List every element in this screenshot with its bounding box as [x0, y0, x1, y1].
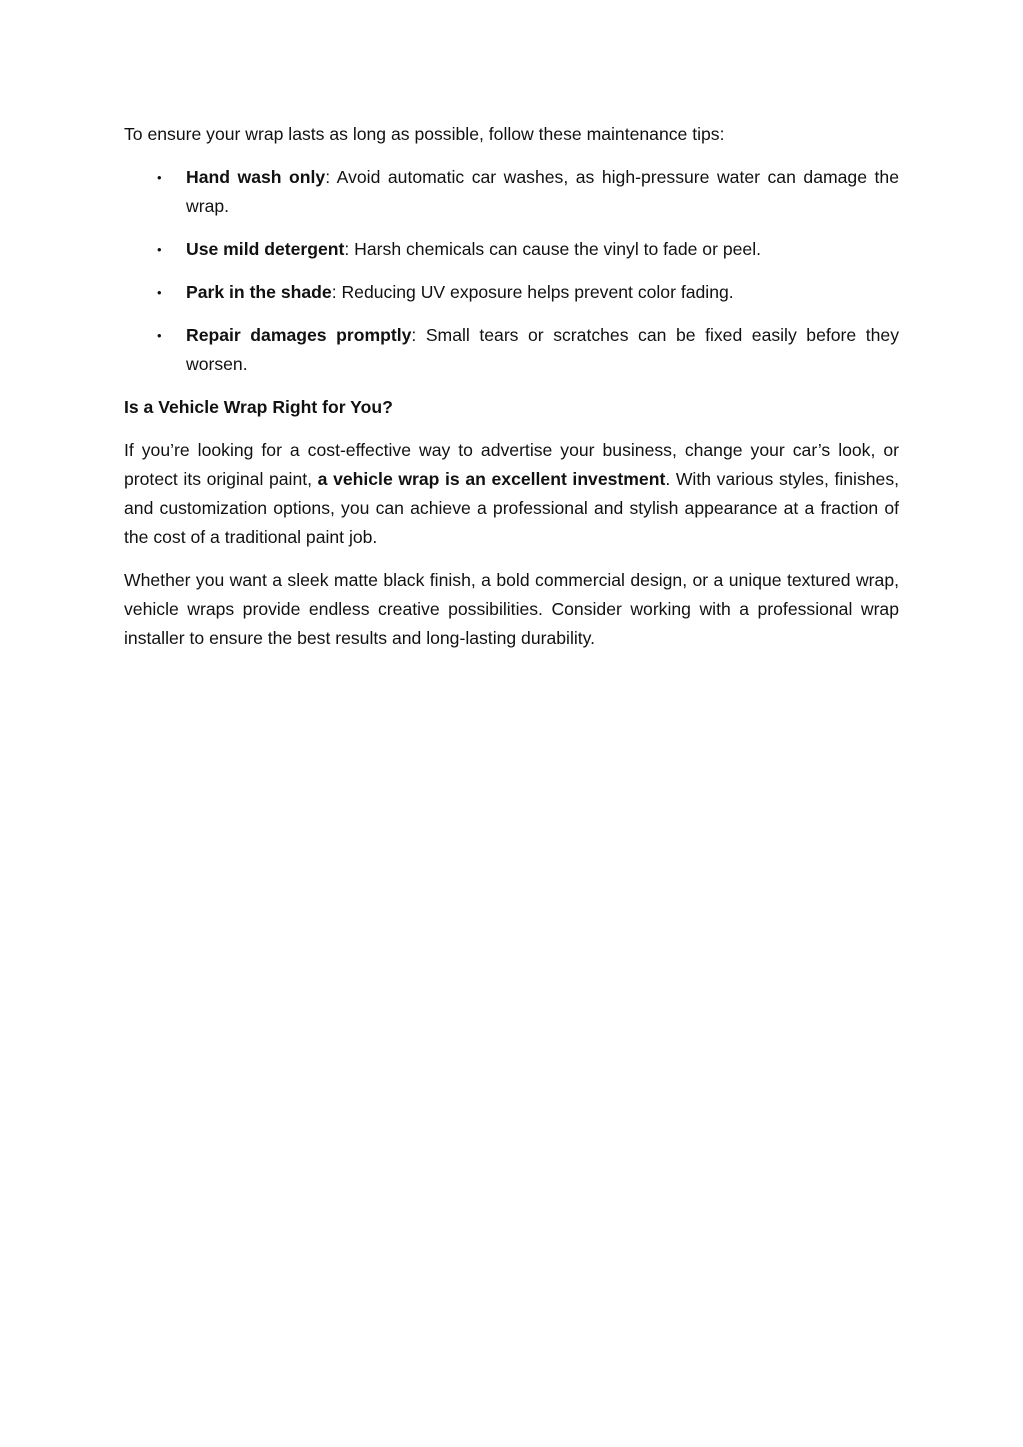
maintenance-tips-list [124, 163, 899, 379]
list-item [124, 321, 899, 379]
intro-paragraph: To ensure your wrap lasts as long as possible, follow these maintenance tips: [124, 124, 725, 144]
tip-title: Hand wash only [186, 167, 326, 187]
bullet-icon: • [157, 328, 162, 343]
paragraph-text: . With various styles, finishes, and customization options, you can achieve a professional and stylish appearance at a fraction of the cost of a traditional paint job. [124, 469, 900, 547]
list-item [124, 163, 899, 221]
paragraph-text: If you’re looking for a cost-effective way to advertise your business, change your car’s look, or protect its original paint, [124, 440, 899, 489]
emphasis-text: a vehicle wrap is an excellent investment [317, 469, 666, 489]
tip-text: : Small tears or scratches can be fixed easily before they worsen. [186, 325, 899, 374]
section-heading: Is a Vehicle Wrap Right for You? [124, 397, 393, 417]
body-paragraph: Whether you want a sleek matte black finish, a bold commercial design, or a unique textured wrap, vehicle wraps provide endless creative possibilities. Consider working with a professional wrap installer to ensure the best results and long-lasting durability. [124, 570, 899, 648]
tip-text: : Reducing UV exposure helps prevent color fading. [331, 282, 734, 302]
tip-title: Park in the shade [186, 282, 332, 302]
tip-text: : Avoid automatic car washes, as high-pressure water can damage the wrap. [186, 167, 899, 216]
bullet-icon: • [157, 242, 162, 257]
bullet-icon: • [157, 285, 162, 300]
body-paragraph [124, 436, 899, 552]
tip-text: : Harsh chemicals can cause the vinyl to fade or peel. [344, 239, 761, 259]
tip-title: Use mild detergent [186, 239, 345, 259]
list-item [124, 235, 899, 264]
document-body [124, 120, 899, 667]
bullet-icon: • [157, 170, 162, 185]
list-item [124, 278, 899, 307]
tip-title: Repair damages promptly [186, 325, 412, 345]
